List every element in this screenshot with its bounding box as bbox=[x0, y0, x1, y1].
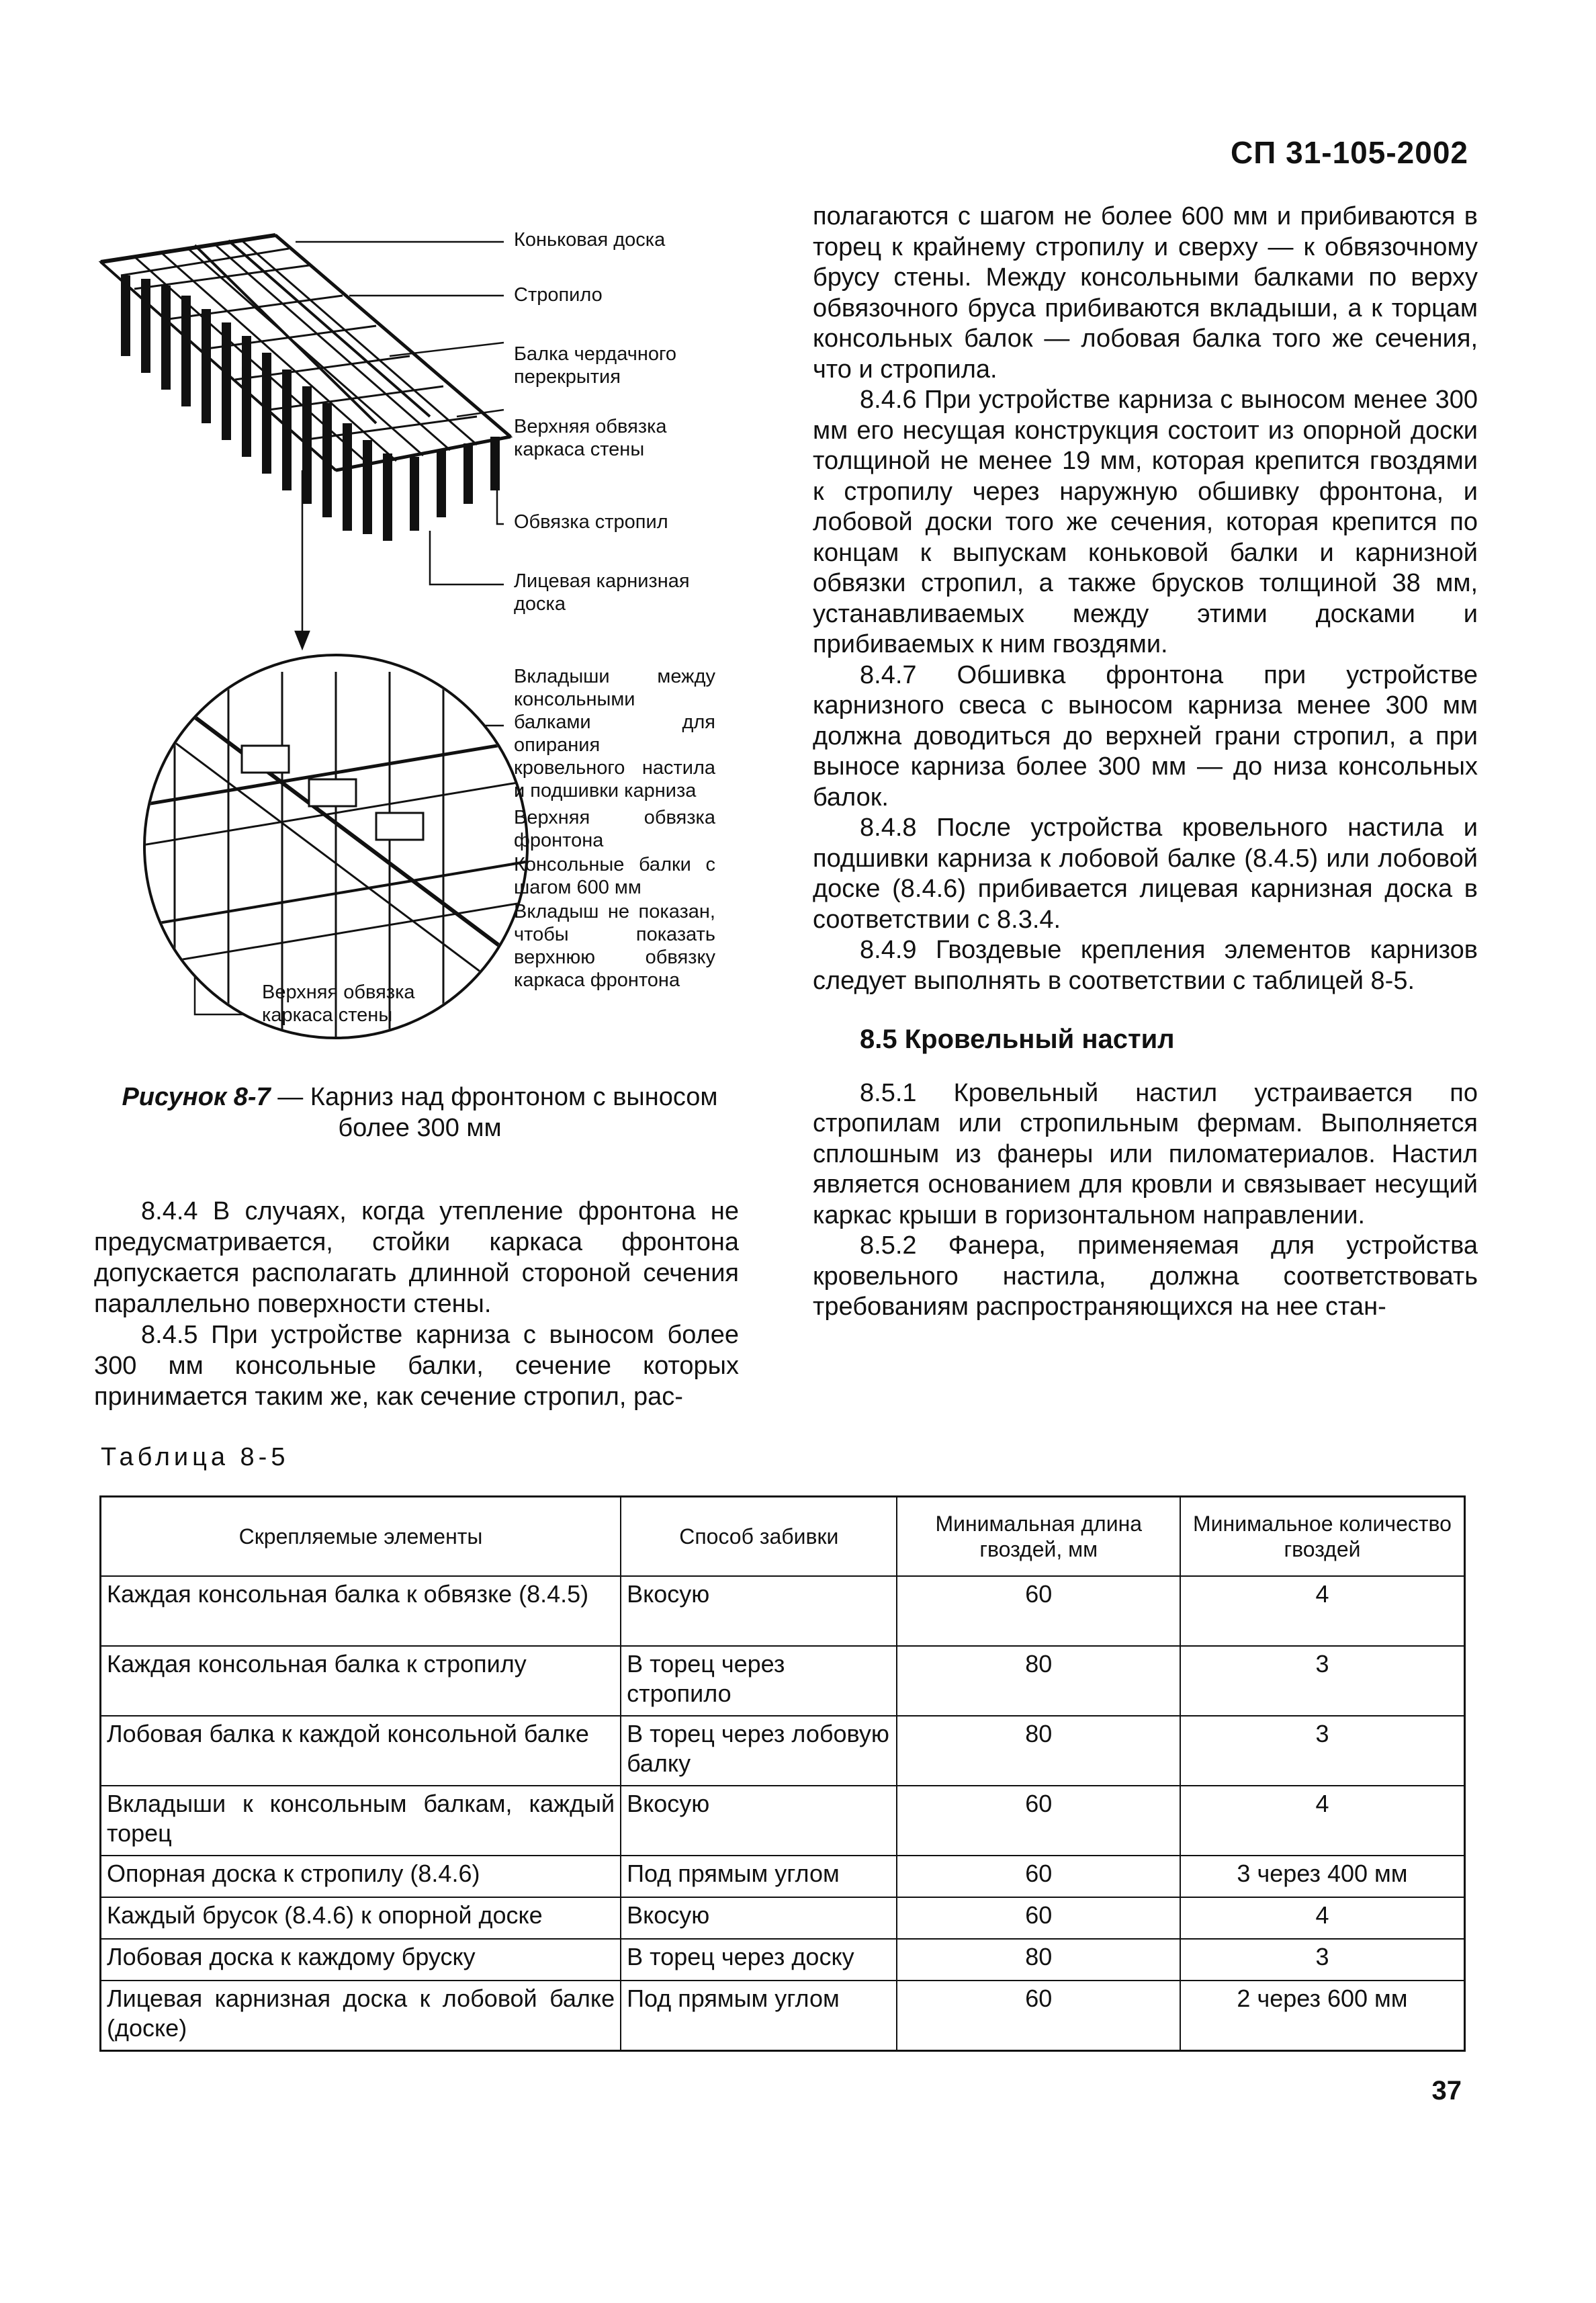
table-cell: Каждый брусок (8.4.6) к опорной доске bbox=[101, 1897, 621, 1939]
table-cell: 4 bbox=[1180, 1786, 1465, 1856]
table-cell: 80 bbox=[897, 1646, 1180, 1716]
table-cell: Вкосую bbox=[621, 1897, 897, 1939]
table-cell: Вкосую bbox=[621, 1576, 897, 1646]
table-cell: Лицевая карнизная доска к лобовой балке (доске) bbox=[101, 1981, 621, 2051]
table-cell: Лобовая доска к каждому бруску bbox=[101, 1939, 621, 1981]
table-cell: В торец через лобовую балку bbox=[621, 1716, 897, 1786]
label-ridge-board: Коньковая доска bbox=[514, 229, 666, 251]
section-heading-8-5: 8.5 Кровельный настил bbox=[860, 1025, 1175, 1054]
table-cell: 80 bbox=[897, 1939, 1180, 1981]
table-cell: Под прямым углом bbox=[621, 1981, 897, 2051]
table-cell: В торец через доску bbox=[621, 1939, 897, 1981]
table-row bbox=[101, 1646, 1465, 1716]
caption-text: — Карниз над фронтоном с выносом более 300 мм bbox=[270, 1083, 718, 1142]
column-header: Скрепляемые элементы bbox=[101, 1497, 621, 1577]
page-number: 37 bbox=[1431, 2076, 1462, 2105]
label-cantilever-beams: Консольные балки с шагом 600 мм bbox=[514, 854, 715, 898]
table-cell: Лобовая балка к каждой консольной балке bbox=[101, 1716, 621, 1786]
label-rafter-tie: Обвязка стропил bbox=[514, 511, 668, 533]
table-cell: 60 bbox=[897, 1981, 1180, 2051]
table-cell: 3 bbox=[1180, 1939, 1465, 1981]
paragraph-8-4-7: 8.4.7 Обшивка фронтона при устройстве карнизного свеса с выносом карниза менее 300 мм должна доводиться до верхней грани стропил, а при выносе карниза более 300 мм — до низа консольных балок. bbox=[813, 660, 1478, 812]
paragraph-8-5-2: 8.5.2 Фанера, применяемая для устройства кровельного настила, должна соответствовать требованиям распространяющихся на нее стан- bbox=[813, 1231, 1478, 1321]
table-8-5 bbox=[99, 1495, 1466, 2052]
figure-caption bbox=[94, 1082, 746, 1143]
document-code: СП 31-105-2002 bbox=[1231, 135, 1468, 170]
paragraph-8-4-9: 8.4.9 Гвоздевые крепления элементов карнизов следует выполнять в соответствии с таблицей 8-5. bbox=[813, 936, 1478, 995]
label-top-plate: Верхняя обвязка каркаса стены bbox=[514, 416, 667, 460]
table-header-row bbox=[101, 1497, 1465, 1577]
table-cell: 60 bbox=[897, 1576, 1180, 1646]
label-fascia: Лицевая карнизная доска bbox=[514, 570, 690, 615]
table-cell: Вкосую bbox=[621, 1786, 897, 1856]
table-cell: Каждая консольная балка к обвязке (8.4.5) bbox=[101, 1576, 621, 1646]
paragraph-8-4-6: 8.4.6 При устройстве карниза с выносом менее 300 мм его несущая конструкция состоит из опорной доски толщиной не менее 19 мм, которая крепится гвоздями к стропилу через наружную обшивку фронтона, и лобовой доски того же сечения, которая крепится по концам к выпускам коньковой балки и карнизной обвязки стропил, а также брусков толщиной 38 мм, устанавливаемых между этими досками и прибиваемых к ним гвоздями. bbox=[813, 386, 1478, 658]
table-cell: 60 bbox=[897, 1786, 1180, 1856]
paragraph-8-4-5: 8.4.5 При устройстве карниза с выносом более 300 мм консольные балки, сечение которых принимается таким же, как сечение стропил, рас- bbox=[94, 1321, 739, 1411]
table-cell: 60 bbox=[897, 1856, 1180, 1897]
table-cell: В торец через стропило bbox=[621, 1646, 897, 1716]
table-row bbox=[101, 1576, 1465, 1646]
table-cell: 3 bbox=[1180, 1716, 1465, 1786]
table-row bbox=[101, 1897, 1465, 1939]
table-row bbox=[101, 1981, 1465, 2051]
table-cell: Опорная доска к стропилу (8.4.6) bbox=[101, 1856, 621, 1897]
paragraph-8-4-4: 8.4.4 В случаях, когда утепление фронтона не предусматривается, стойки каркаса фронтона допускается располагать длинной стороной сечения параллельно поверхности стены. bbox=[94, 1197, 739, 1318]
paragraph-8-4-8: 8.4.8 После устройства кровельного настила и подшивки карниза к лобовой балке (8.4.5) или лобовой доске (8.4.6) прибивается лицевая карнизная доска в соответствии с 8.3.4. bbox=[813, 814, 1478, 934]
table-cell: 4 bbox=[1180, 1576, 1465, 1646]
column-header: Способ забивки bbox=[621, 1497, 897, 1577]
figure-8-7 bbox=[94, 202, 766, 1075]
table-cell: 2 через 600 мм bbox=[1180, 1981, 1465, 2051]
label-insert-not-shown: Вкладыш не показан, чтобы показать верхнюю обвязку каркаса фронтона bbox=[514, 901, 715, 991]
table-cell: 60 bbox=[897, 1897, 1180, 1939]
table-row bbox=[101, 1716, 1465, 1786]
table-row bbox=[101, 1856, 1465, 1897]
caption-label: Рисунок 8-7 bbox=[122, 1083, 271, 1111]
column-header: Минимальная длина гвоздей, мм bbox=[897, 1497, 1180, 1577]
table-cell: Вкладыши к консольным балкам, каждый торец bbox=[101, 1786, 621, 1856]
left-column bbox=[94, 1196, 739, 1412]
table-cell: 80 bbox=[897, 1716, 1180, 1786]
label-wall-top-plate: Верхняя обвязка каркаса стены bbox=[262, 982, 415, 1026]
label-gable-top-plate: Верхняя обвязка фронтона bbox=[514, 807, 715, 851]
label-rafter: Стропило bbox=[514, 284, 603, 306]
column-header: Минимальное количество гвоздей bbox=[1180, 1497, 1465, 1577]
right-column bbox=[813, 202, 1478, 1323]
table-cell: Под прямым углом bbox=[621, 1856, 897, 1897]
table-row bbox=[101, 1786, 1465, 1856]
table-cell: 3 через 400 мм bbox=[1180, 1856, 1465, 1897]
label-attic-beam: Балка чердачного перекрытия bbox=[514, 343, 677, 388]
table-cell: 4 bbox=[1180, 1897, 1465, 1939]
table-title: Таблица 8-5 bbox=[101, 1443, 290, 1471]
paragraph-8-5-1: 8.5.1 Кровельный настил устраивается по стропилам или стропильным фермам. Выполняется сплошным из фанеры или пиломатериалов. Настил является основанием для кровли и связывает несущий каркас крыши в горизонтальном направлении. bbox=[813, 1078, 1478, 1229]
table-cell: 3 bbox=[1180, 1646, 1465, 1716]
table-cell: Каждая консольная балка к стропилу bbox=[101, 1646, 621, 1716]
table-row bbox=[101, 1939, 1465, 1981]
label-inserts: Вкладыши между консольными балками для опирания кровельного настила и подшивки карниза bbox=[514, 666, 715, 801]
paragraph-8-4-5-continued: полагаются с шагом не более 600 мм и прибиваются в торец к крайнему стропилу и сверху — к обвязочному брусу стены. Между консольными балками по верху обвязочного бруса прибиваются вкладыши, а к торцам консольных балок — лобовая балка того же сечения, что и стропила. bbox=[813, 202, 1478, 384]
